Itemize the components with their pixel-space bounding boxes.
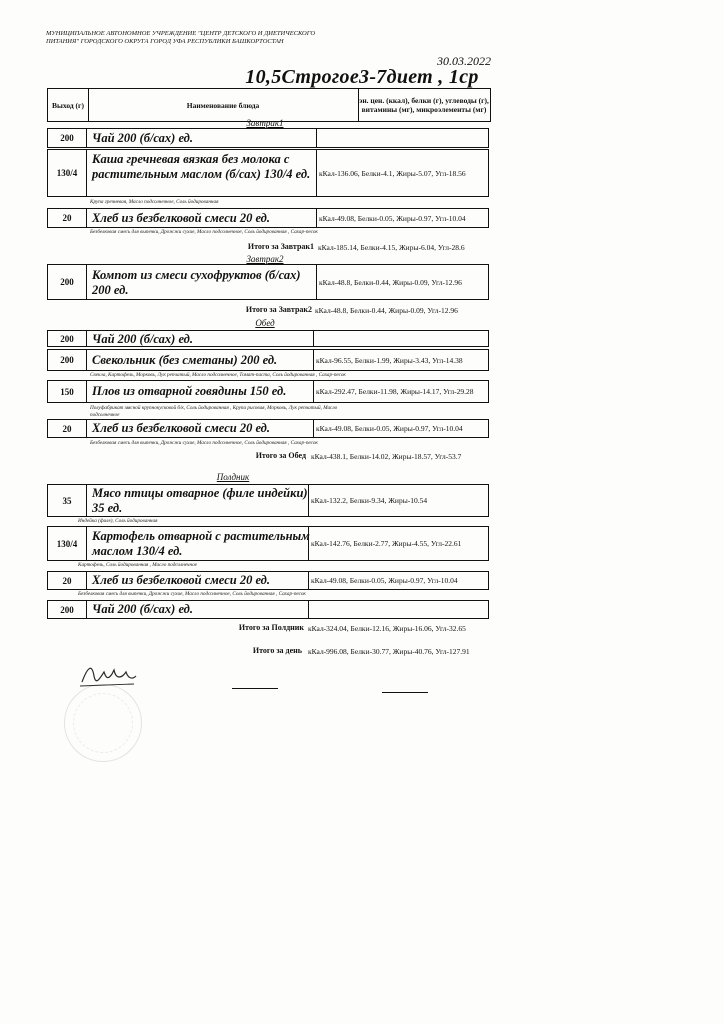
dish-row [47, 526, 489, 561]
menu-title: 10,5Строгое3-7диет , 1ср [245, 66, 479, 88]
meal-heading-lunch: Обед [255, 318, 275, 328]
total-value: кКал-48.8, Белки-0.44, Жиры-0.09, Угл-12.96 [315, 306, 458, 315]
meal-heading-snack: Полдник [216, 472, 250, 482]
dish-output: 200 [48, 331, 87, 346]
total-label-day: Итого за день [252, 646, 302, 655]
dish-ingredients: Крупа гречневая, Масло подсолнечное, Соль йодированная [90, 199, 219, 205]
dish-row [47, 208, 489, 228]
dish-nutrition [308, 601, 311, 618]
dish-nutrition: кКал-49.08, Белки-0.05, Жиры-0.97, Угл-10.04 [313, 420, 463, 437]
dish-output: 200 [48, 265, 87, 299]
dish-nutrition: кКал-96.55, Белки-1.99, Жиры-3.43, Угл-14.38 [313, 350, 463, 370]
total-label: Итого за Обед [255, 451, 306, 460]
dish-output: 200 [48, 601, 87, 618]
dish-output: 20 [48, 209, 87, 227]
table-header [47, 88, 491, 122]
meal-heading-breakfast1: Завтрак1 [246, 118, 284, 128]
dish-name: Компот из смеси сухофруктов (б/сах) 200 ед. [92, 268, 301, 297]
dish-ingredients: Безбелковая смесь для выпечки, Дрожжи сухие, Масло подсолнечное, Соль йодированная , Сахар-песок [90, 440, 318, 446]
menu-date: 30.03.2022 [437, 54, 491, 68]
dish-output: 200 [48, 129, 87, 147]
dish-row [47, 419, 489, 438]
dish-nutrition [313, 331, 316, 346]
signature-line [382, 692, 428, 693]
dish-nutrition: кКал-48.8, Белки-0.44, Жиры-0.09, Угл-12.96 [316, 265, 462, 299]
total-value: кКал-324.04, Белки-12.16, Жиры-16.06, Угл-32.65 [308, 624, 466, 633]
dish-nutrition: кКал-136.06, Белки-4.1, Жиры-5.07, Угл-18.56 [316, 150, 466, 196]
dish-row [47, 349, 489, 371]
dish-output: 20 [48, 572, 87, 589]
dish-output: 20 [48, 420, 87, 437]
dish-name: Картофель отварной с растительным маслом 130/4 ед. [92, 529, 310, 558]
official-seal [64, 684, 142, 762]
organization-name: МУНИЦИПАЛЬНОЕ АВТОНОМНОЕ УЧРЕЖДЕНИЕ "ЦЕНТР ДЕТСКОГО И ДИЕТИЧЕСКОГО ПИТАНИЯ" ГОРОДСКОГО ОКРУГА ГОРОД УФА РЕСПУБЛИКИ БАШКОРТОСТАН [46, 30, 316, 45]
dish-nutrition [316, 129, 319, 147]
dish-nutrition: кКал-142.76, Белки-2.77, Жиры-4.55, Угл-22.61 [308, 527, 481, 560]
dish-name: Мясо птицы отварное (филе индейки) 35 ед. [92, 486, 308, 515]
handwritten-signature [78, 660, 138, 692]
dish-name: Хлеб из безбелковой смеси 20 ед. [92, 211, 271, 225]
dish-ingredients: Полуфабрикат мясной крупнокусковой б/к, Соль йодированная , Крупа рисовая, Морковь, Лук репчатый, Масло подсолнечное [90, 405, 338, 418]
dish-row [47, 149, 489, 197]
total-label: Итого за Завтрак1 [247, 242, 314, 251]
dish-name: Каша гречневая вязкая без молока с растительным маслом (б/сах) 130/4 ед. [92, 152, 311, 181]
dish-ingredients: Картофель, Соль йодированная , Масло подсолнечное [78, 562, 197, 568]
dish-row [47, 571, 489, 590]
dish-row [47, 264, 489, 300]
dish-name: Хлеб из безбелковой смеси 20 ед. [92, 421, 271, 435]
dish-nutrition: кКал-132.2, Белки-9.34, Жиры-10.54 [308, 485, 427, 516]
total-value: кКал-185.14, Белки-4.15, Жиры-6.04, Угл-28.6 [318, 243, 465, 252]
dish-row [47, 380, 489, 403]
dish-output: 130/4 [48, 150, 87, 196]
dish-ingredients: Безбелковая смесь для выпечки, Дрожжи сухие, Масло подсолнечное, Соль йодированная , Сахар-песок [90, 229, 318, 235]
dish-ingredients: Свекла, Картофель, Морковь, Лук репчатый, Масло подсолнечное, Томат-паста, Соль йодированная , Сахар-песок [90, 372, 346, 378]
dish-ingredients: Безбелковая смесь для выпечки, Дрожжи сухие, Масло подсолнечное, Соль йодированная , Сахар-песок [78, 591, 306, 597]
dish-name: Чай 200 (б/сах) ед. [92, 332, 194, 346]
dish-output: 35 [48, 485, 87, 516]
header-dish-name: Наименование блюда [88, 89, 359, 121]
dish-row [47, 330, 489, 347]
total-value-day: кКал-996.08, Белки-30.77, Жиры-40.76, Угл-127.91 [308, 647, 470, 656]
total-label: Итого за Полдник [238, 623, 304, 632]
dish-row [47, 484, 489, 517]
dish-ingredients: Индейка (филе), Соль йодированная [78, 518, 158, 524]
dish-name: Свекольник (без сметаны) 200 ед. [92, 353, 278, 367]
dish-nutrition: кКал-49.08, Белки-0.05, Жиры-0.97, Угл-10.04 [316, 209, 466, 227]
dish-name: Чай 200 (б/сах) ед. [92, 602, 194, 616]
signature-line [232, 688, 278, 689]
dish-output: 130/4 [48, 527, 87, 560]
meal-heading-breakfast2: Завтрак2 [246, 254, 284, 264]
dish-nutrition: кКал-292.47, Белки-11.98, Жиры-14.17, Угл-29.28 [313, 381, 486, 402]
total-label: Итого за Завтрак2 [245, 305, 312, 314]
dish-name: Хлеб из безбелковой смеси 20 ед. [92, 573, 271, 587]
dish-row [47, 600, 489, 619]
dish-output: 200 [48, 350, 87, 370]
total-value: кКал-438.1, Белки-14.02, Жиры-18.57, Угл-53.7 [311, 452, 462, 461]
header-nutrition: эн. цен. (ккал), белки (г), углеводы (г), витамины (мг), микроэлементы (мг) [359, 96, 489, 114]
dish-name: Чай 200 (б/сах) ед. [92, 131, 194, 145]
dish-name: Плов из отварной говядины 150 ед. [92, 384, 287, 398]
header-output: Выход (г) [48, 89, 89, 121]
dish-nutrition: кКал-49.08, Белки-0.05, Жиры-0.97, Угл-10.04 [308, 572, 458, 589]
dish-row [47, 128, 489, 148]
dish-output: 150 [48, 381, 87, 402]
